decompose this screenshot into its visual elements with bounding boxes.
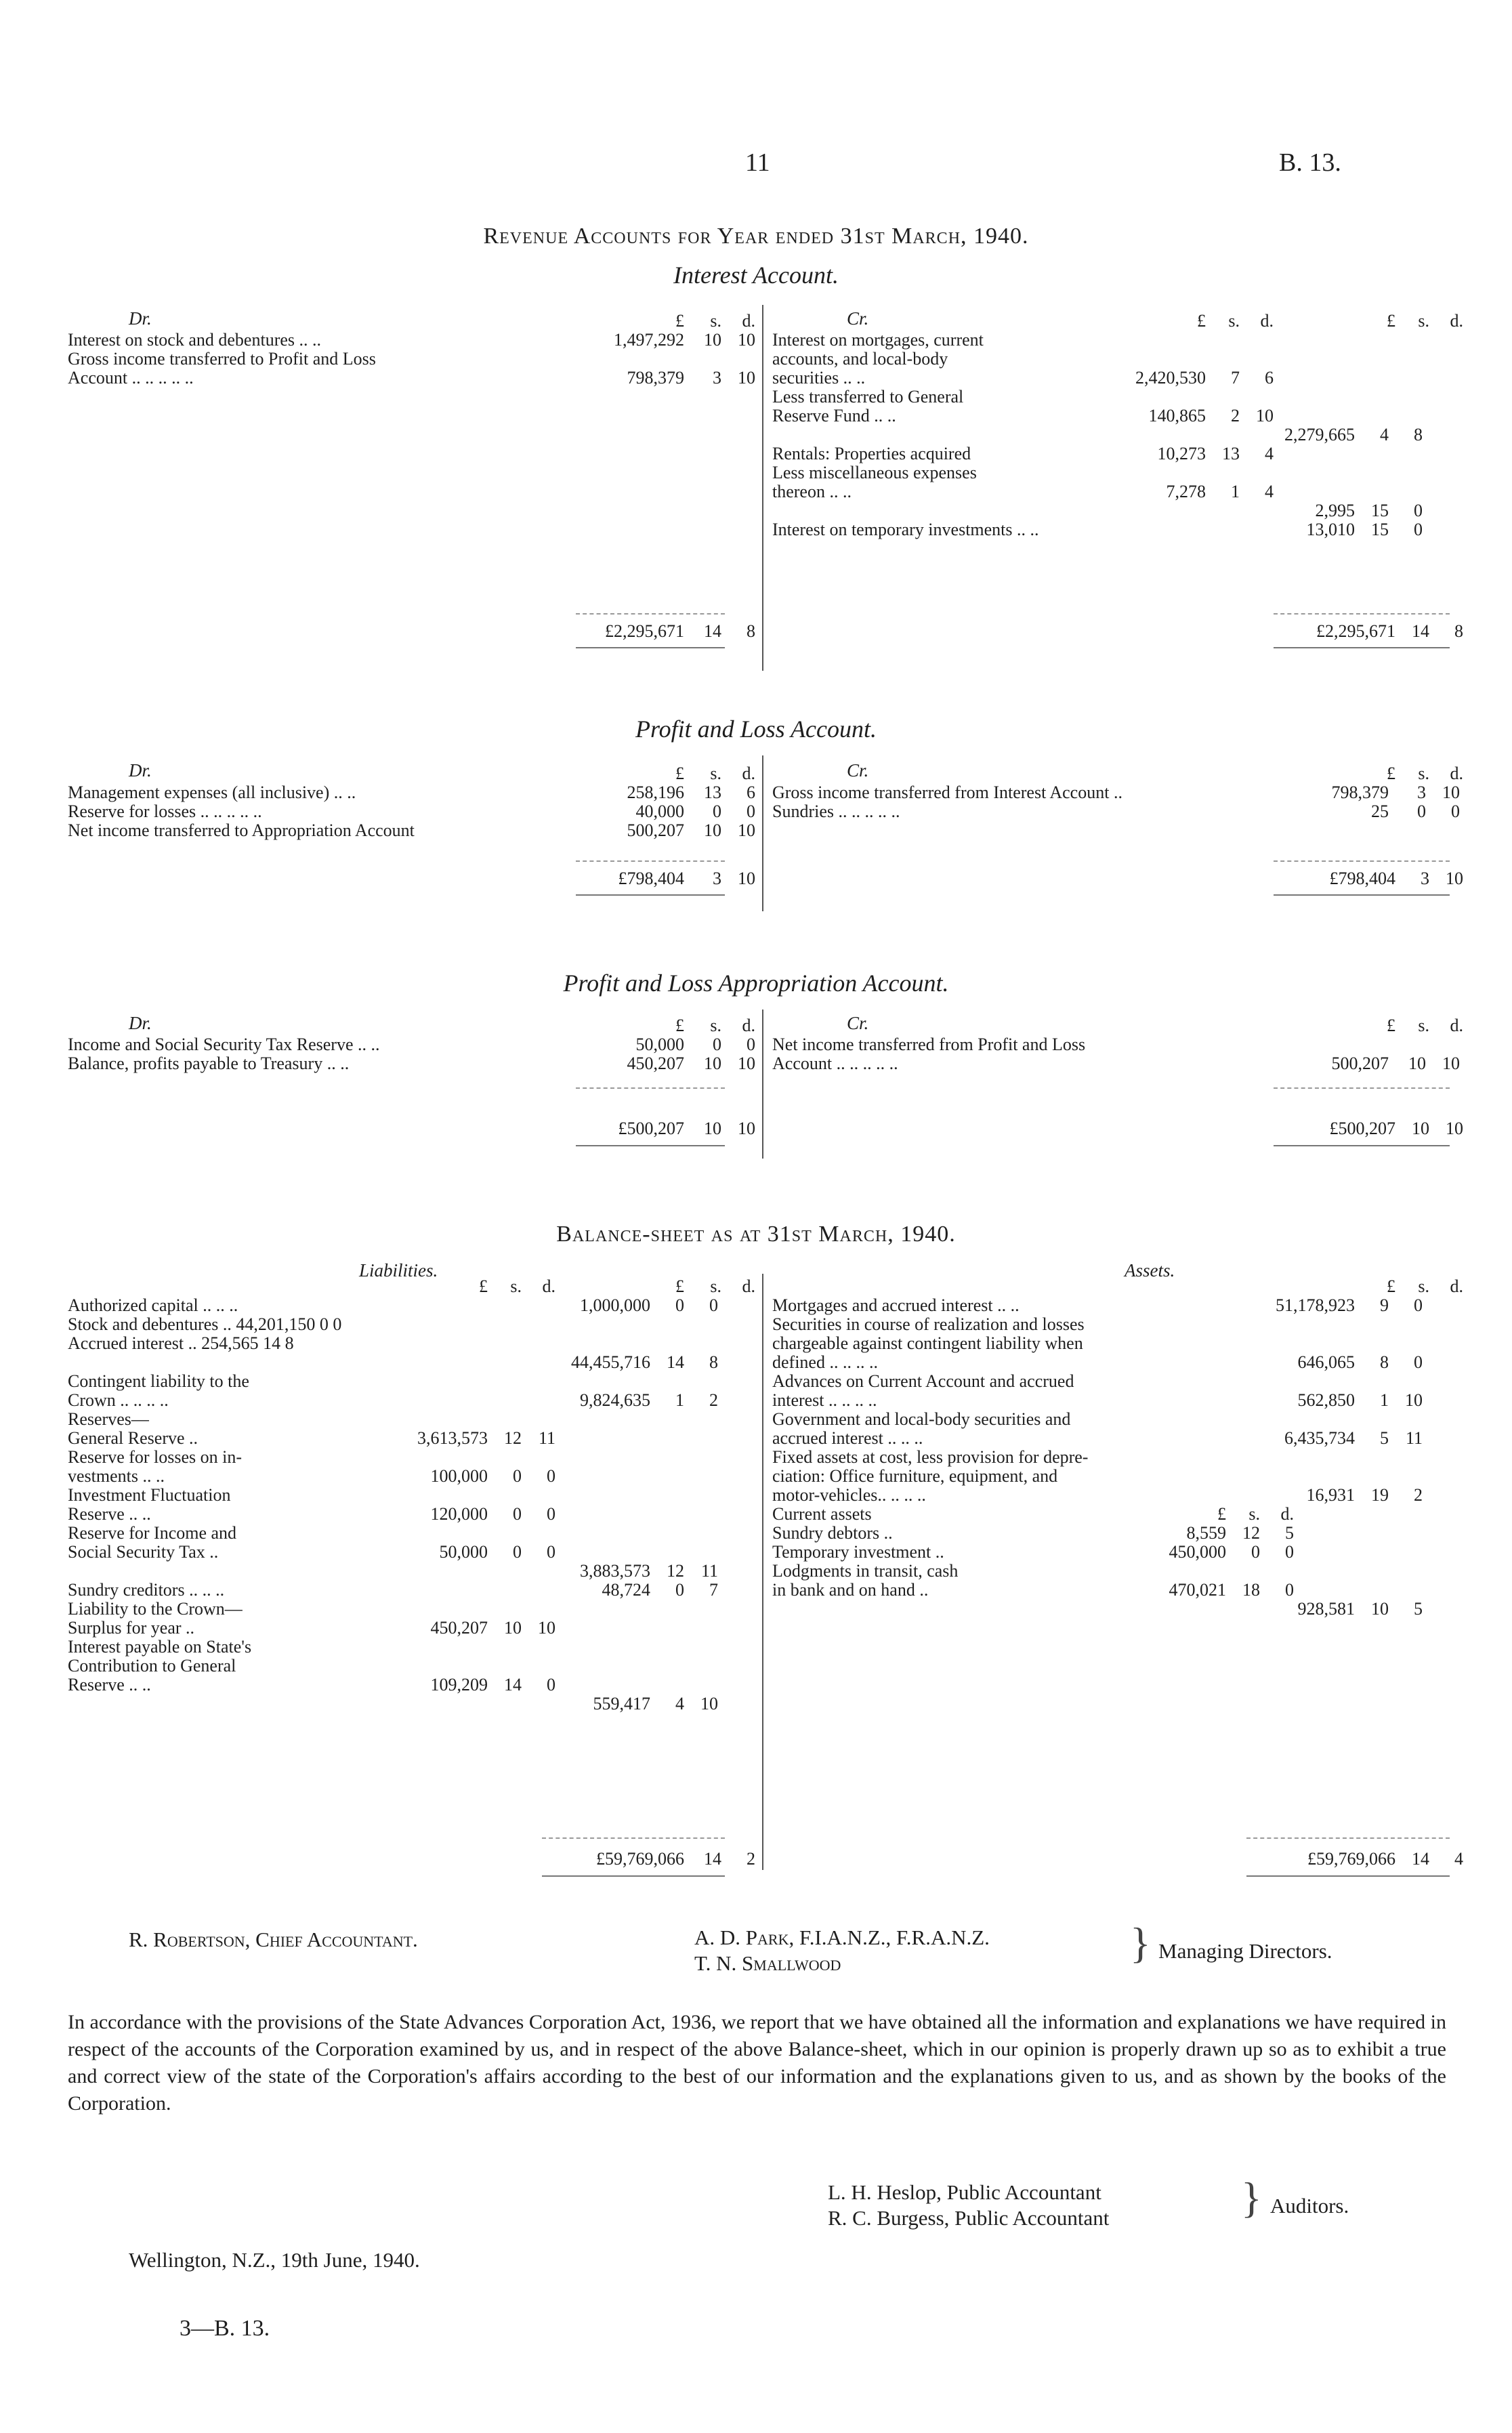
row-inner-pounds: 7,278 <box>1166 482 1206 501</box>
row-shillings: 3 <box>713 368 721 388</box>
row-label: Net income transferred from Profit and Loss <box>772 1035 1086 1054</box>
row-inner-shillings: 1 <box>1231 482 1240 501</box>
pound-header: £ <box>1387 1276 1395 1296</box>
row-pounds: 258,196 <box>627 783 684 802</box>
row-outer-shillings: 0 <box>675 1295 684 1315</box>
row-outer-pence: 0 <box>1414 1295 1423 1315</box>
footer-reference: 3—B. 13. <box>180 2316 270 2341</box>
appr-right-rule <box>1274 1087 1450 1089</box>
row-outer-pounds: 646,065 <box>1297 1352 1355 1372</box>
row-inner-pence: 0 <box>547 1466 555 1486</box>
row-outer-pence: 10 <box>700 1694 718 1713</box>
total-shillings: 3 <box>713 869 721 888</box>
total-pounds: £2,295,671 <box>605 621 684 641</box>
row-shillings: 3 <box>1417 783 1426 802</box>
total-shillings: 10 <box>1412 1119 1429 1138</box>
row-outer-shillings: 4 <box>1380 425 1389 444</box>
row-inner-pounds: 450,000 <box>1169 1542 1226 1562</box>
row-outer-shillings: 8 <box>1380 1352 1389 1372</box>
penny-header: d. <box>1450 1276 1463 1296</box>
total-shillings: 14 <box>704 1849 721 1869</box>
row-outer-pence: 11 <box>1405 1428 1423 1448</box>
row-inner-pounds: 109,209 <box>430 1675 488 1694</box>
row-label: interest .. .. .. .. <box>772 1391 877 1410</box>
row-outer-pence: 10 <box>1405 1390 1423 1410</box>
interest-right-total <box>772 622 1463 641</box>
interest-divider <box>762 305 763 671</box>
appropriation-account-title: Profit and Loss Appropriation Account. <box>563 970 949 997</box>
row-label: General Reserve .. <box>68 1429 198 1448</box>
row-inner-pounds: 3,613,573 <box>417 1428 488 1448</box>
total-shillings: 14 <box>704 621 721 641</box>
row-outer-pounds: 928,581 <box>1297 1599 1355 1619</box>
interest-cr-label: Cr. <box>847 308 869 329</box>
appr-left-total <box>68 1119 755 1138</box>
row-pounds: 40,000 <box>635 802 684 821</box>
penny-header: d. <box>742 764 755 783</box>
row-inner-pence: 10 <box>1256 406 1274 425</box>
row-label: Temporary investment .. <box>772 1543 944 1562</box>
penny-header-a: d. <box>1260 311 1274 331</box>
row-label: Liability to the Crown— <box>68 1600 243 1619</box>
row-label: Management expenses (all inclusive) .. .. <box>68 783 356 802</box>
assets-total <box>772 1850 1463 1869</box>
row-pounds: 798,379 <box>1331 783 1389 802</box>
row-outer-pounds: 6,435,734 <box>1284 1428 1355 1448</box>
row-label: securities .. .. <box>772 369 866 388</box>
appr-left-rule <box>576 1087 725 1089</box>
row-shillings: 10 <box>704 1054 721 1073</box>
shilling-header-a: s. <box>1228 311 1240 331</box>
pound-header: £ <box>1387 764 1395 783</box>
pl-cr-label: Cr. <box>847 760 869 781</box>
row-label: Account .. .. .. .. .. <box>772 1054 898 1073</box>
shilling-header: s. <box>1418 1016 1429 1035</box>
row-outer-shillings: 15 <box>1371 501 1389 520</box>
interest-right-rule <box>1274 613 1450 615</box>
row-inner-shillings: 10 <box>504 1618 522 1638</box>
total-shillings: 10 <box>704 1119 721 1138</box>
liabilities-total <box>68 1850 755 1869</box>
total-pence: 10 <box>1446 869 1463 888</box>
penny-header-b: d. <box>1450 311 1463 331</box>
row-pence: 10 <box>738 1054 755 1073</box>
interest-right-total-underline <box>1274 647 1450 648</box>
row-pounds: 1,497,292 <box>614 330 684 350</box>
row-label: Reserve .. .. <box>68 1505 151 1524</box>
appr-right-total <box>772 1119 1463 1138</box>
appr-dr-label: Dr. <box>129 1013 152 1033</box>
row-inner-pence: 10 <box>538 1618 555 1638</box>
auditors-label: Auditors. <box>1270 2194 1349 2218</box>
pl-left-total-underline <box>576 894 725 896</box>
row-label: motor-vehicles.. .. .. .. <box>772 1486 926 1505</box>
row-outer-pounds: 562,850 <box>1297 1390 1355 1410</box>
pl-divider <box>762 755 763 911</box>
row-pounds: 500,207 <box>1331 1054 1389 1073</box>
row-outer-pence: 5 <box>1414 1599 1423 1619</box>
page-number: 11 <box>745 148 770 177</box>
row-outer-pence: 2 <box>709 1390 718 1410</box>
pound-header-a: £ <box>479 1276 488 1296</box>
row-label: Gross income transferred from Interest Account .. <box>772 783 1122 802</box>
total-pounds: £59,769,066 <box>596 1849 684 1869</box>
total-shillings: 14 <box>1412 1849 1429 1869</box>
row-pence: 0 <box>747 802 755 821</box>
pl-right-total-underline <box>1274 894 1450 896</box>
row-label: Advances on Current Account and accrued <box>772 1372 1074 1391</box>
row-outer-shillings: 5 <box>1380 1428 1389 1448</box>
row-inner-pounds: 470,021 <box>1169 1580 1226 1600</box>
pl-dr-label: Dr. <box>129 760 152 781</box>
total-pence: 8 <box>747 621 755 641</box>
row-inner-pounds: 100,000 <box>430 1466 488 1486</box>
row-label: Reserve for losses .. .. .. .. .. <box>68 802 262 821</box>
row-inner-pence: 0 <box>547 1542 555 1562</box>
row-shillings: 0 <box>713 802 721 821</box>
row-label: Social Security Tax .. <box>68 1543 219 1562</box>
row-inner-pounds: 10,273 <box>1157 444 1206 463</box>
row-pence: 10 <box>738 368 755 388</box>
row-shillings: 10 <box>704 820 721 840</box>
assets-rule <box>1246 1837 1450 1839</box>
row-label: Investment Fluctuation <box>68 1486 231 1505</box>
balance-sheet-divider <box>762 1274 763 1870</box>
row-label: Sundry debtors .. <box>772 1524 893 1543</box>
pl-left-total <box>68 869 755 888</box>
row-inner-pounds: 140,865 <box>1148 406 1206 425</box>
total-pounds: £500,207 <box>618 1119 684 1138</box>
row-shillings: 13 <box>704 783 721 802</box>
penny-header: d. <box>742 1016 755 1035</box>
row-outer-pence: 8 <box>709 1352 718 1372</box>
row-label: Reserve .. .. <box>68 1676 151 1694</box>
liabilities-rule <box>542 1837 725 1839</box>
row-outer-shillings: 1 <box>1380 1390 1389 1410</box>
row-pounds: 798,379 <box>627 368 684 388</box>
auditors-report-paragraph: In accordance with the provisions of the State Advances Corporation Act, 1936, we report that we have obtained all the information and explanations we have required in respect of the accounts of the Corporation examined by us, and in respect of the above Balance-sheet, which in our opinion is properly drawn up so as to exhibit a true and correct view of the state of the Corporation's affairs according to the best of our information and the explanations given to us, and as shown by the books of the Corporation. <box>68 2011 1446 2115</box>
interest-dr-label: Dr. <box>129 308 152 329</box>
row-inner-shillings: 0 <box>513 1504 522 1524</box>
row-label: Reserve Fund .. .. <box>772 407 896 425</box>
row-label: Reserve for losses on in- <box>68 1448 243 1467</box>
penny-header-b: d. <box>742 1276 755 1296</box>
total-pounds: £59,769,066 <box>1307 1849 1395 1869</box>
row-inner-pence: 4 <box>1265 482 1274 501</box>
row-inner-pounds: 120,000 <box>430 1504 488 1524</box>
row-pence: 10 <box>1442 783 1460 802</box>
directors-brace: } <box>1130 1919 1151 1967</box>
row-inner-shillings: 12 <box>1242 1523 1260 1543</box>
total-shillings: 14 <box>1412 621 1429 641</box>
row-inner-pounds: 450,207 <box>430 1618 488 1638</box>
row-outer-pounds: 1,000,000 <box>580 1295 650 1315</box>
row-label: thereon .. .. <box>772 482 852 501</box>
appr-cr-label: Cr. <box>847 1013 869 1033</box>
total-pounds: £500,207 <box>1329 1119 1395 1138</box>
row-outer-shillings: 19 <box>1371 1485 1389 1505</box>
row-outer-shillings: 15 <box>1371 520 1389 539</box>
row-outer-pounds: 3,883,573 <box>580 1561 650 1581</box>
row-pence: 10 <box>1442 1054 1460 1073</box>
shilling-header: s. <box>710 1016 721 1035</box>
row-outer-pence: 0 <box>709 1295 718 1315</box>
total-pence: 8 <box>1454 621 1463 641</box>
row-label: Accrued interest .. 254,565 14 8 <box>68 1334 294 1353</box>
row-outer-shillings: 0 <box>675 1580 684 1600</box>
row-label: Mortgages and accrued interest .. .. <box>772 1296 1020 1315</box>
assets-heading: Assets. <box>1125 1260 1175 1281</box>
row-inner-shillings: 18 <box>1242 1580 1260 1600</box>
row-label: accounts, and local-body <box>772 350 948 369</box>
shilling-header: s. <box>710 311 721 331</box>
pound-header: £ <box>675 1016 684 1035</box>
row-label: Net income transferred to Appropriation Account <box>68 821 415 840</box>
pl-right-rule <box>1274 860 1450 862</box>
row-outer-shillings: 9 <box>1380 1295 1389 1315</box>
row-outer-pence: 0 <box>1414 1352 1423 1372</box>
row-outer-shillings: 4 <box>675 1694 684 1713</box>
row-label: Account .. .. .. .. .. <box>68 369 194 388</box>
row-inner-pence: 6 <box>1265 368 1274 388</box>
row-label: Interest on stock and debentures .. .. <box>68 331 322 350</box>
row-label: vestments .. .. <box>68 1467 165 1486</box>
row-outer-shillings: 10 <box>1371 1599 1389 1619</box>
row-label: Contingent liability to the <box>68 1372 249 1391</box>
row-shillings: 0 <box>1417 802 1426 821</box>
row-label: Reserve for Income and <box>68 1524 237 1543</box>
row-shillings: 0 <box>713 1035 721 1054</box>
row-pounds: 50,000 <box>635 1035 684 1054</box>
pound-header-b: £ <box>675 1276 684 1296</box>
row-label: Reserves— <box>68 1410 149 1429</box>
row-outer-pounds: 2,279,665 <box>1284 425 1355 444</box>
interest-left-rule <box>576 613 725 615</box>
row-label: Securities in course of realization and losses <box>772 1315 1085 1334</box>
shilling-header-b: s. <box>710 1276 721 1296</box>
row-label: Less miscellaneous expenses <box>772 463 977 482</box>
document-reference: B. 13. <box>1279 148 1341 177</box>
row-inner-pounds: 8,559 <box>1186 1523 1226 1543</box>
interest-left-total-underline <box>576 647 725 648</box>
row-label: Lodgments in transit, cash <box>772 1562 959 1581</box>
row-label: Income and Social Security Tax Reserve .. .. <box>68 1035 380 1054</box>
row-label: Gross income transferred to Profit and Loss <box>68 350 376 369</box>
pound-header: £ <box>1387 1016 1395 1035</box>
row-label: in bank and on hand .. <box>772 1581 929 1600</box>
shilling-header: s. <box>1418 764 1429 783</box>
row-outer-pence: 2 <box>1414 1485 1423 1505</box>
row-inner-pence: 11 <box>538 1428 555 1448</box>
row-pounds: 450,207 <box>627 1054 684 1073</box>
shilling-header-a: s. <box>510 1276 522 1296</box>
row-outer-pounds: 48,724 <box>602 1580 650 1600</box>
row-inner-pence: 0 <box>1285 1580 1294 1600</box>
row-outer-pence: 0 <box>1414 520 1423 539</box>
row-label: Balance, profits payable to Treasury .. .. <box>68 1054 350 1073</box>
row-label: Sundries .. .. .. .. .. <box>772 802 900 821</box>
interest-left-total <box>68 622 755 641</box>
row-outer-pounds: 13,010 <box>1306 520 1355 539</box>
row-inner-pounds: 2,420,530 <box>1135 368 1206 388</box>
row-outer-pence: 8 <box>1414 425 1423 444</box>
shilling-header-b: s. <box>1418 311 1429 331</box>
penny-header: d. <box>1450 1016 1463 1035</box>
row-pence: 6 <box>747 783 755 802</box>
director-signature-2: T. N. Smallwood <box>694 1951 841 1975</box>
row-label: Rentals: Properties acquired <box>772 444 971 463</box>
total-pence: 4 <box>1454 1849 1463 1869</box>
row-label: Less transferred to General <box>772 388 964 407</box>
row-label: chargeable against contingent liability when <box>772 1334 1083 1353</box>
total-pence: 10 <box>738 869 755 888</box>
row-inner-shillings: 12 <box>504 1428 522 1448</box>
total-pounds: £798,404 <box>1329 869 1395 888</box>
row-outer-shillings: 1 <box>675 1390 684 1410</box>
auditor-signature-2: R. C. Burgess, Public Accountant <box>828 2206 1110 2230</box>
penny-header: d. <box>742 311 755 331</box>
row-outer-pounds: 16,931 <box>1306 1485 1355 1505</box>
row-label: Contribution to General <box>68 1657 236 1676</box>
row-label: defined .. .. .. .. <box>772 1353 878 1372</box>
liabilities-heading: Liabilities. <box>359 1260 438 1281</box>
place-and-date: Wellington, N.Z., 19th June, 1940. <box>129 2248 420 2272</box>
pound-header: £ <box>675 764 684 783</box>
row-inner-pence: 5 <box>1285 1523 1294 1543</box>
chief-accountant-signature: R. Robertson, Chief Accountant. <box>129 1928 418 1951</box>
pl-right-total <box>772 869 1463 888</box>
penny-header: d. <box>1450 764 1463 783</box>
appr-left-total-underline <box>576 1145 725 1146</box>
row-inner-pounds: £ <box>1217 1504 1226 1524</box>
row-label: Surplus for year .. <box>68 1619 195 1638</box>
row-pounds: 25 <box>1371 802 1389 821</box>
row-inner-shillings: 13 <box>1222 444 1240 463</box>
director-signature-1: A. D. Park, F.I.A.N.Z., F.R.A.N.Z. <box>694 1926 990 1949</box>
total-pence: 10 <box>1446 1119 1463 1138</box>
row-inner-shillings: 14 <box>504 1675 522 1694</box>
row-label: Authorized capital .. .. .. <box>68 1296 238 1315</box>
pl-account-title: Profit and Loss Account. <box>635 715 877 743</box>
row-inner-pence: 0 <box>547 1504 555 1524</box>
row-inner-pounds: 50,000 <box>439 1542 488 1562</box>
pound-header-b: £ <box>1387 311 1395 331</box>
row-label: Interest payable on State's <box>68 1638 252 1657</box>
shilling-header: s. <box>710 764 721 783</box>
row-outer-pounds: 9,824,635 <box>580 1390 650 1410</box>
row-inner-pence: 0 <box>1285 1542 1294 1562</box>
row-outer-pounds: 559,417 <box>593 1694 650 1713</box>
row-pence: 10 <box>738 330 755 350</box>
total-pence: 10 <box>738 1119 755 1138</box>
row-shillings: 10 <box>1408 1054 1426 1073</box>
row-inner-shillings: 2 <box>1231 406 1240 425</box>
row-outer-shillings: 14 <box>667 1352 684 1372</box>
row-inner-shillings: 7 <box>1231 368 1240 388</box>
row-outer-pounds: 2,995 <box>1315 501 1355 520</box>
row-outer-pence: 11 <box>700 1561 718 1581</box>
row-label: Interest on temporary investments .. .. <box>772 520 1039 539</box>
row-inner-pence: d. <box>1280 1504 1294 1524</box>
auditor-signature-1: L. H. Heslop, Public Accountant <box>828 2180 1101 2204</box>
appr-right-total-underline <box>1274 1145 1450 1146</box>
row-outer-shillings: 12 <box>667 1561 684 1581</box>
row-label: Fixed assets at cost, less provision for depre- <box>772 1448 1089 1467</box>
row-label: ciation: Office furniture, equipment, and <box>772 1467 1058 1486</box>
balance-sheet-title: Balance-sheet as at 31st March, 1940. <box>556 1222 956 1247</box>
row-label: Government and local-body securities and <box>772 1410 1071 1429</box>
row-pence: 10 <box>738 820 755 840</box>
total-pounds: £2,295,671 <box>1316 621 1395 641</box>
pound-header: £ <box>675 311 684 331</box>
row-label: accrued interest .. .. .. <box>772 1429 923 1448</box>
row-inner-pence: 0 <box>547 1675 555 1694</box>
liabilities-total-underline <box>542 1875 725 1877</box>
penny-header-a: d. <box>542 1276 555 1296</box>
row-inner-shillings: 0 <box>513 1466 522 1486</box>
managing-directors-label: Managing Directors. <box>1158 1939 1332 1963</box>
interest-account-title: Interest Account. <box>673 262 839 289</box>
row-outer-pence: 0 <box>1414 501 1423 520</box>
row-label: Stock and debentures .. 44,201,150 0 0 <box>68 1315 342 1334</box>
row-outer-pounds: 44,455,716 <box>571 1352 650 1372</box>
auditors-brace: } <box>1241 2174 1262 2222</box>
row-inner-shillings: s. <box>1248 1504 1260 1524</box>
appr-divider <box>762 1010 763 1159</box>
row-inner-shillings: 0 <box>1251 1542 1260 1562</box>
shilling-header: s. <box>1418 1276 1429 1296</box>
total-pounds: £798,404 <box>618 869 684 888</box>
row-label: Current assets <box>772 1505 872 1524</box>
total-pence: 2 <box>747 1849 755 1869</box>
row-outer-pounds: 51,178,923 <box>1276 1295 1355 1315</box>
row-shillings: 10 <box>704 330 721 350</box>
row-pence: 0 <box>747 1035 755 1054</box>
revenue-accounts-title: Revenue Accounts for Year ended 31st March, 1940. <box>483 224 1029 249</box>
assets-total-underline <box>1246 1875 1450 1877</box>
row-label: Interest on mortgages, current <box>772 331 984 350</box>
total-shillings: 3 <box>1421 869 1429 888</box>
row-inner-shillings: 0 <box>513 1542 522 1562</box>
row-pounds: 500,207 <box>627 820 684 840</box>
row-outer-pence: 7 <box>709 1580 718 1600</box>
row-inner-pence: 4 <box>1265 444 1274 463</box>
row-pence: 0 <box>1451 802 1460 821</box>
pound-header-a: £ <box>1197 311 1206 331</box>
row-label: Crown .. .. .. .. <box>68 1391 169 1410</box>
pl-left-rule <box>576 860 725 862</box>
row-label: Sundry creditors .. .. .. <box>68 1581 225 1600</box>
